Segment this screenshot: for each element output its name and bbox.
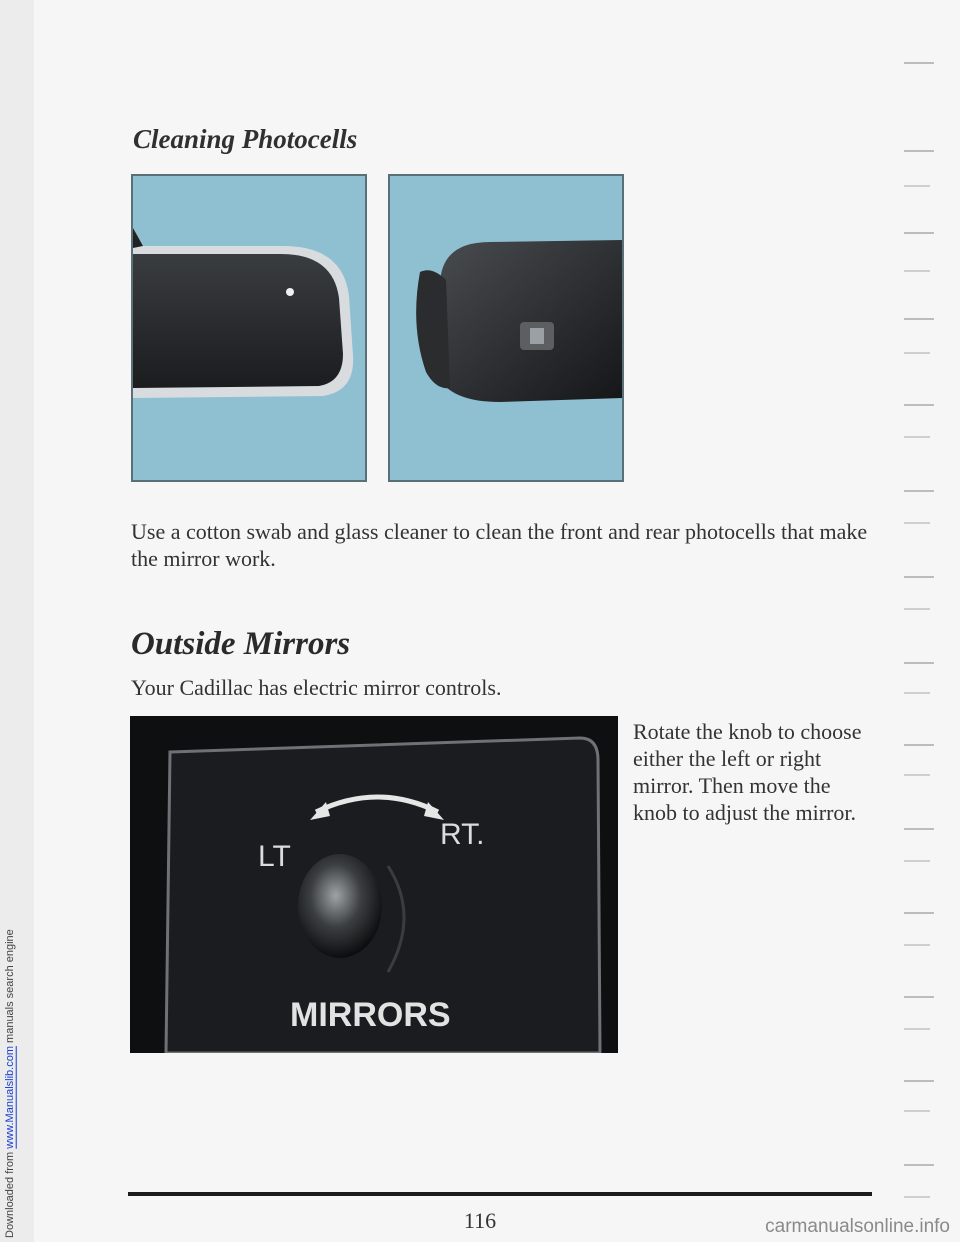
photocell-cleaning-text: Use a cotton swab and glass cleaner to clean the front and rear photocells that make the mirror work.: [131, 519, 868, 571]
mirrors-label: MIRRORS: [290, 996, 451, 1034]
page-number: 116: [463, 1208, 497, 1233]
outside-mirrors-heading: Outside Mirrors: [131, 626, 351, 662]
manualslib-link[interactable]: www.Manualslib.com: [4, 1046, 16, 1149]
knob-instructions-text: Rotate the knob to choose either the left or right mirror. Then move the knob to adjust the mirror.: [633, 719, 862, 825]
mirror-rear-photo: [388, 174, 624, 482]
banner-suffix: manuals search engine: [4, 929, 16, 1047]
banner-prefix: Downloaded from: [4, 1148, 16, 1238]
mirror-control-photo: [130, 716, 618, 1053]
right-label: RT.: [440, 818, 485, 851]
left-label: LT: [258, 840, 291, 873]
site-watermark: carmanualsonline.info: [765, 1216, 950, 1237]
footer-rule: [128, 1192, 872, 1196]
download-banner: [4, 678, 20, 1238]
cleaning-photocells-heading: Cleaning Photocells: [133, 124, 358, 154]
electric-controls-text: Your Cadillac has electric mirror controls.: [131, 675, 502, 700]
mirror-front-photo: [131, 174, 367, 482]
